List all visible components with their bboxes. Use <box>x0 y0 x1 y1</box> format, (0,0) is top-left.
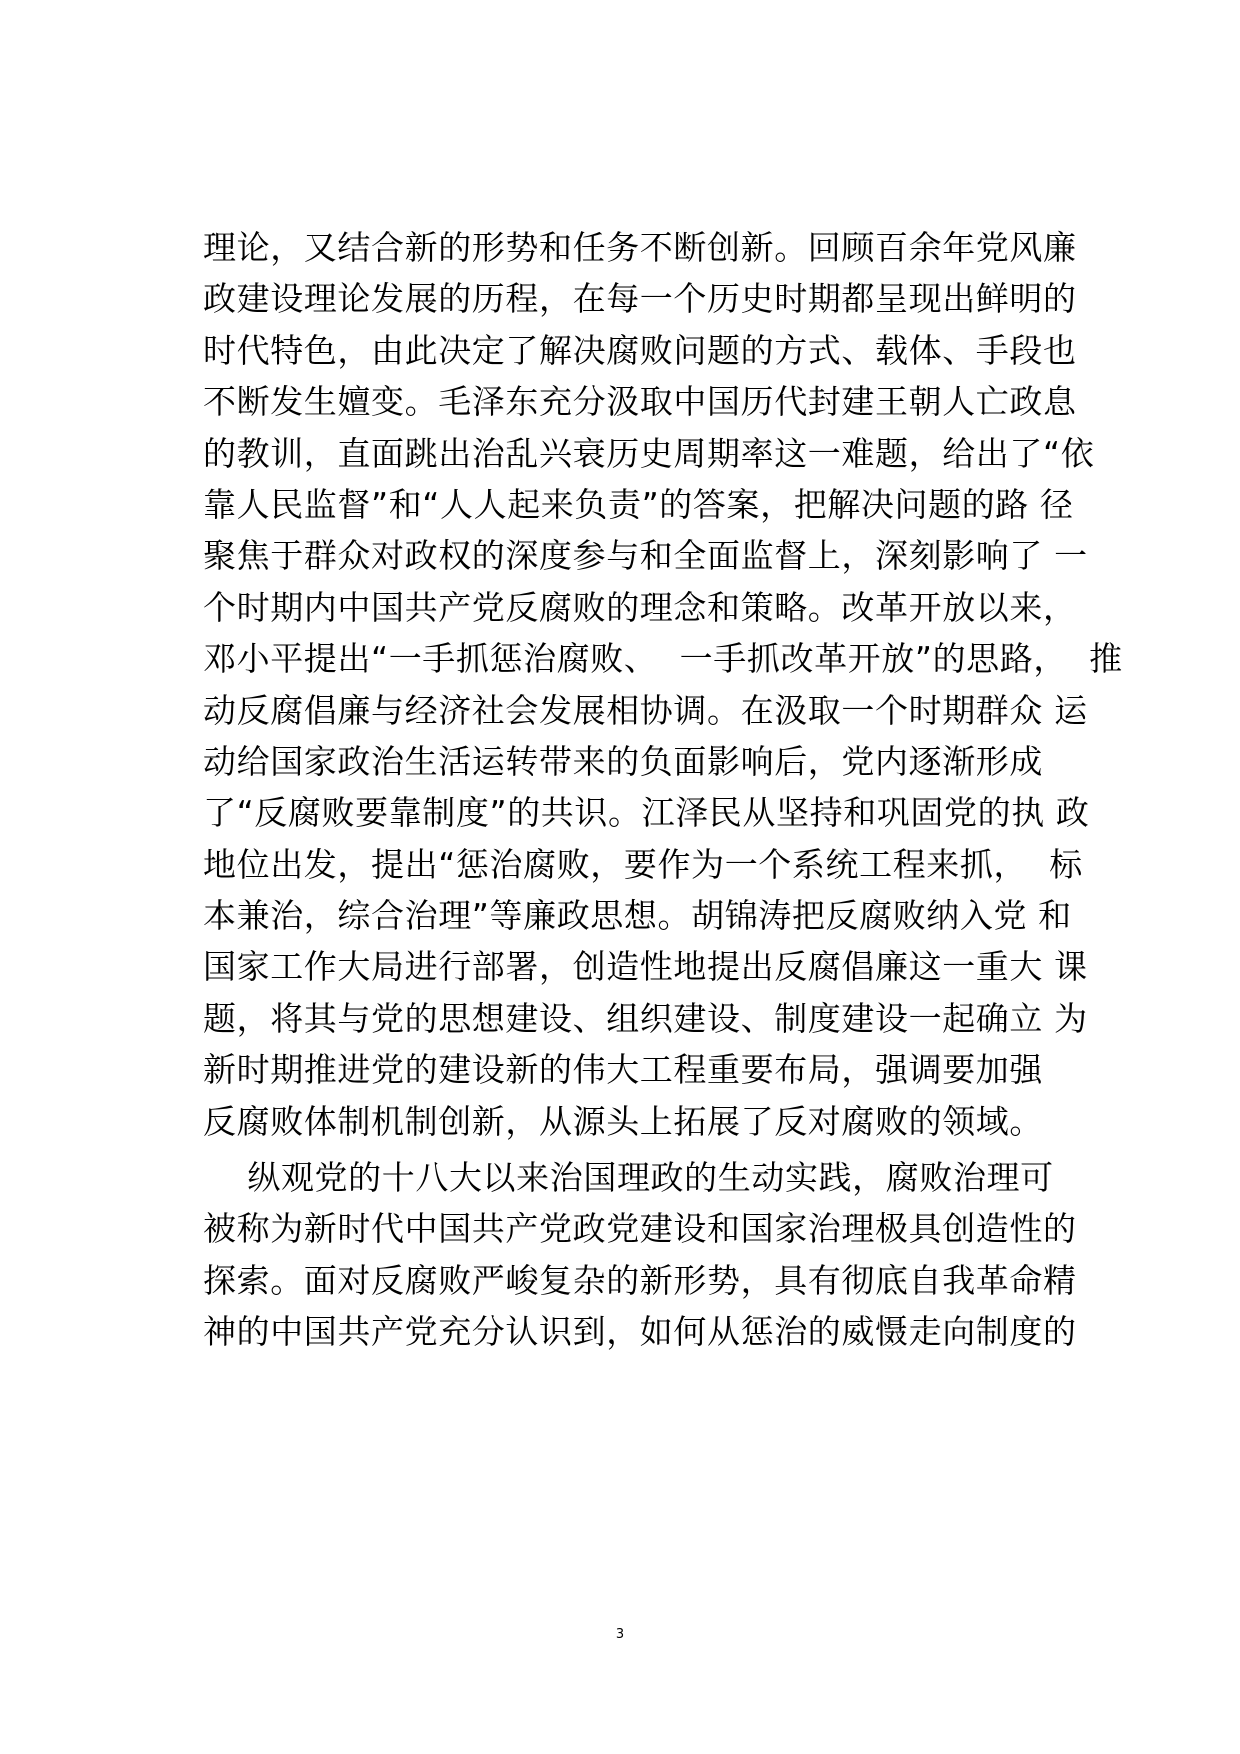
text-line: 新时期推进党的建设新的伟大工程重要布局，强调要加强 <box>203 1050 1043 1090</box>
text-line: 地位出发，提出“惩治腐败，要作为一个系统工程来抓， 标 <box>203 844 1083 884</box>
text-line: 靠人民监督”和“人人起来负责”的答案，把解决问题的路 径 <box>203 484 1074 524</box>
text-line: 时代特色，由此决定了解决腐败问题的方式、载体、手段也 <box>203 330 1077 370</box>
text-line: 动反腐倡廉与经济社会发展相协调。在汲取一个时期群众 运 <box>203 690 1088 730</box>
text-line: 被称为新时代中国共产党政党建设和国家治理极具创造性的 <box>203 1209 1077 1249</box>
text-line: 了“反腐败要靠制度”的共识。江泽民从坚持和巩固党的执 政 <box>203 793 1090 833</box>
paragraph-1 <box>203 222 1123 1147</box>
text-line: 邓小平提出“一手抓惩治腐败、 一手抓改革开放”的思路， 推 <box>203 639 1123 679</box>
text-line: 本兼治，综合治理”等廉政思想。胡锦涛把反腐败纳入党 和 <box>203 896 1072 936</box>
text-line: 神的中国共产党充分认识到，如何从惩治的威慑走向制度的 <box>203 1312 1077 1352</box>
text-line: 国家工作大局进行部署，创造性地提出反腐倡廉这一重大 课 <box>203 947 1088 987</box>
text-line: 题，将其与党的思想建设、组织建设、制度建设一起确立 为 <box>203 998 1088 1038</box>
body-text <box>203 222 1123 1358</box>
text-line: 聚焦于群众对政权的深度参与和全面监督上，深刻影响了 一 <box>203 536 1088 576</box>
text-line: 纵观党的十八大以来治国理政的生动实践，腐败治理可 <box>203 1158 1054 1198</box>
text-line: 政建设理论发展的历程，在每一个历史时期都呈现出鲜明的 <box>203 279 1077 319</box>
text-line: 理论，又结合新的形势和任务不断创新。回顾百余年党风廉 <box>203 228 1077 267</box>
text-line: 个时期内中国共产党反腐败的理念和策略。改革开放以来， <box>203 587 1077 627</box>
text-line: 不断发生嬗变。毛泽东充分汲取中国历代封建王朝人亡政息 <box>203 382 1077 422</box>
text-line: 动给国家政治生活运转带来的负面影响后，党内逐渐形成 <box>203 741 1043 781</box>
page-number: 3 <box>615 1627 625 1642</box>
text-line: 探索。面对反腐败严峻复杂的新形势，具有彻底自我革命精 <box>203 1260 1077 1300</box>
text-line: 的教训，直面跳出治乱兴衰历史周期率这一难题，给出了“依 <box>203 433 1095 473</box>
text-line: 反腐败体制机制创新，从源头上拓展了反对腐败的领域。 <box>203 1101 1043 1141</box>
paragraph-2 <box>203 1152 1083 1358</box>
